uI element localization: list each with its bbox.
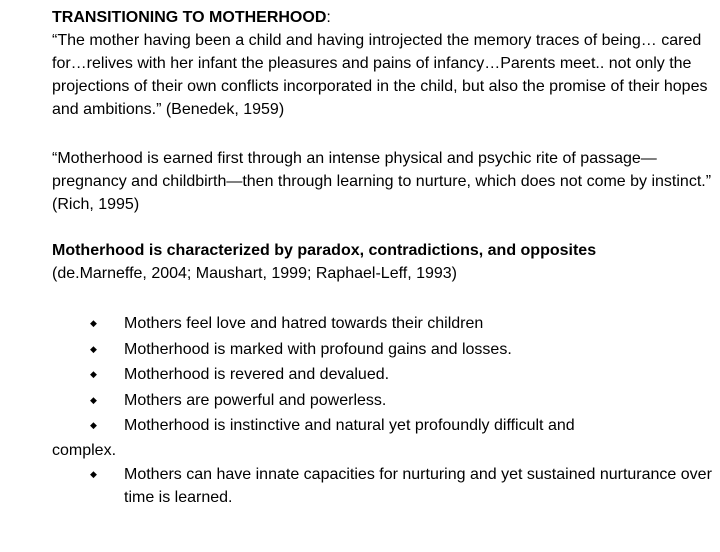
diamond-bullet-icon: ◆ [90, 420, 97, 430]
heading-colon: : [326, 9, 331, 26]
list-item-text: Mothers can have innate capacities for nurturing and yet sustained nurturance over time is learned. [124, 465, 712, 506]
list-item-text: Mothers are powerful and powerless. [124, 391, 387, 409]
benedek-quote: “The mother having been a child and having introjected the memory traces of being… cared for…relives with her infant the pleasures and pains of infancy…Parents meet.. not only the projections of their own conflicts incorporated in the child, but also the promise of their hopes and ambitions.” (Benedek, 1959) [52, 32, 708, 118]
list-item-text: Motherhood is instinctive and natural yet profoundly difficult and [124, 417, 575, 434]
paradox-bullet-list [52, 311, 712, 509]
list-item [52, 311, 712, 337]
list-item-text: Mothers feel love and hatred towards their children [124, 315, 484, 332]
list-item-text: Motherhood is marked with profound gains and losses. [124, 340, 512, 358]
page-heading [52, 6, 712, 29]
paradox-citation: (de.Marneffe, 2004; Maushart, 1999; Raphael-Leff, 1993) [52, 265, 458, 282]
paradox-bold-text: Motherhood is characterized by paradox, contradictions, and opposites [52, 242, 597, 259]
diamond-bullet-icon: ◆ [90, 369, 97, 379]
paradox-statement [52, 239, 712, 285]
heading-title: TRANSITIONING TO MOTHERHOOD [52, 9, 327, 26]
list-item [52, 362, 712, 388]
rich-quote: “Motherhood is earned first through an intense physical and psychic rite of passage—pregnancy and childbirth—then through learning to nurture, which does not come by instinct.” (Rich, 1995) [52, 150, 712, 213]
list-item-continuation: complex. [52, 441, 117, 459]
list-item [52, 337, 712, 363]
diamond-bullet-icon: ◆ [90, 343, 97, 354]
diamond-bullet-icon: ◆ [90, 318, 97, 328]
list-item [52, 388, 712, 414]
list-item [52, 413, 712, 462]
slide-content [52, 6, 712, 509]
list-item [52, 463, 712, 509]
diamond-bullet-icon: ◆ [90, 394, 97, 405]
list-item-text: Motherhood is revered and devalued. [124, 366, 390, 383]
cut-off-next-line [52, 532, 712, 552]
diamond-bullet-icon: ◆ [90, 468, 97, 479]
